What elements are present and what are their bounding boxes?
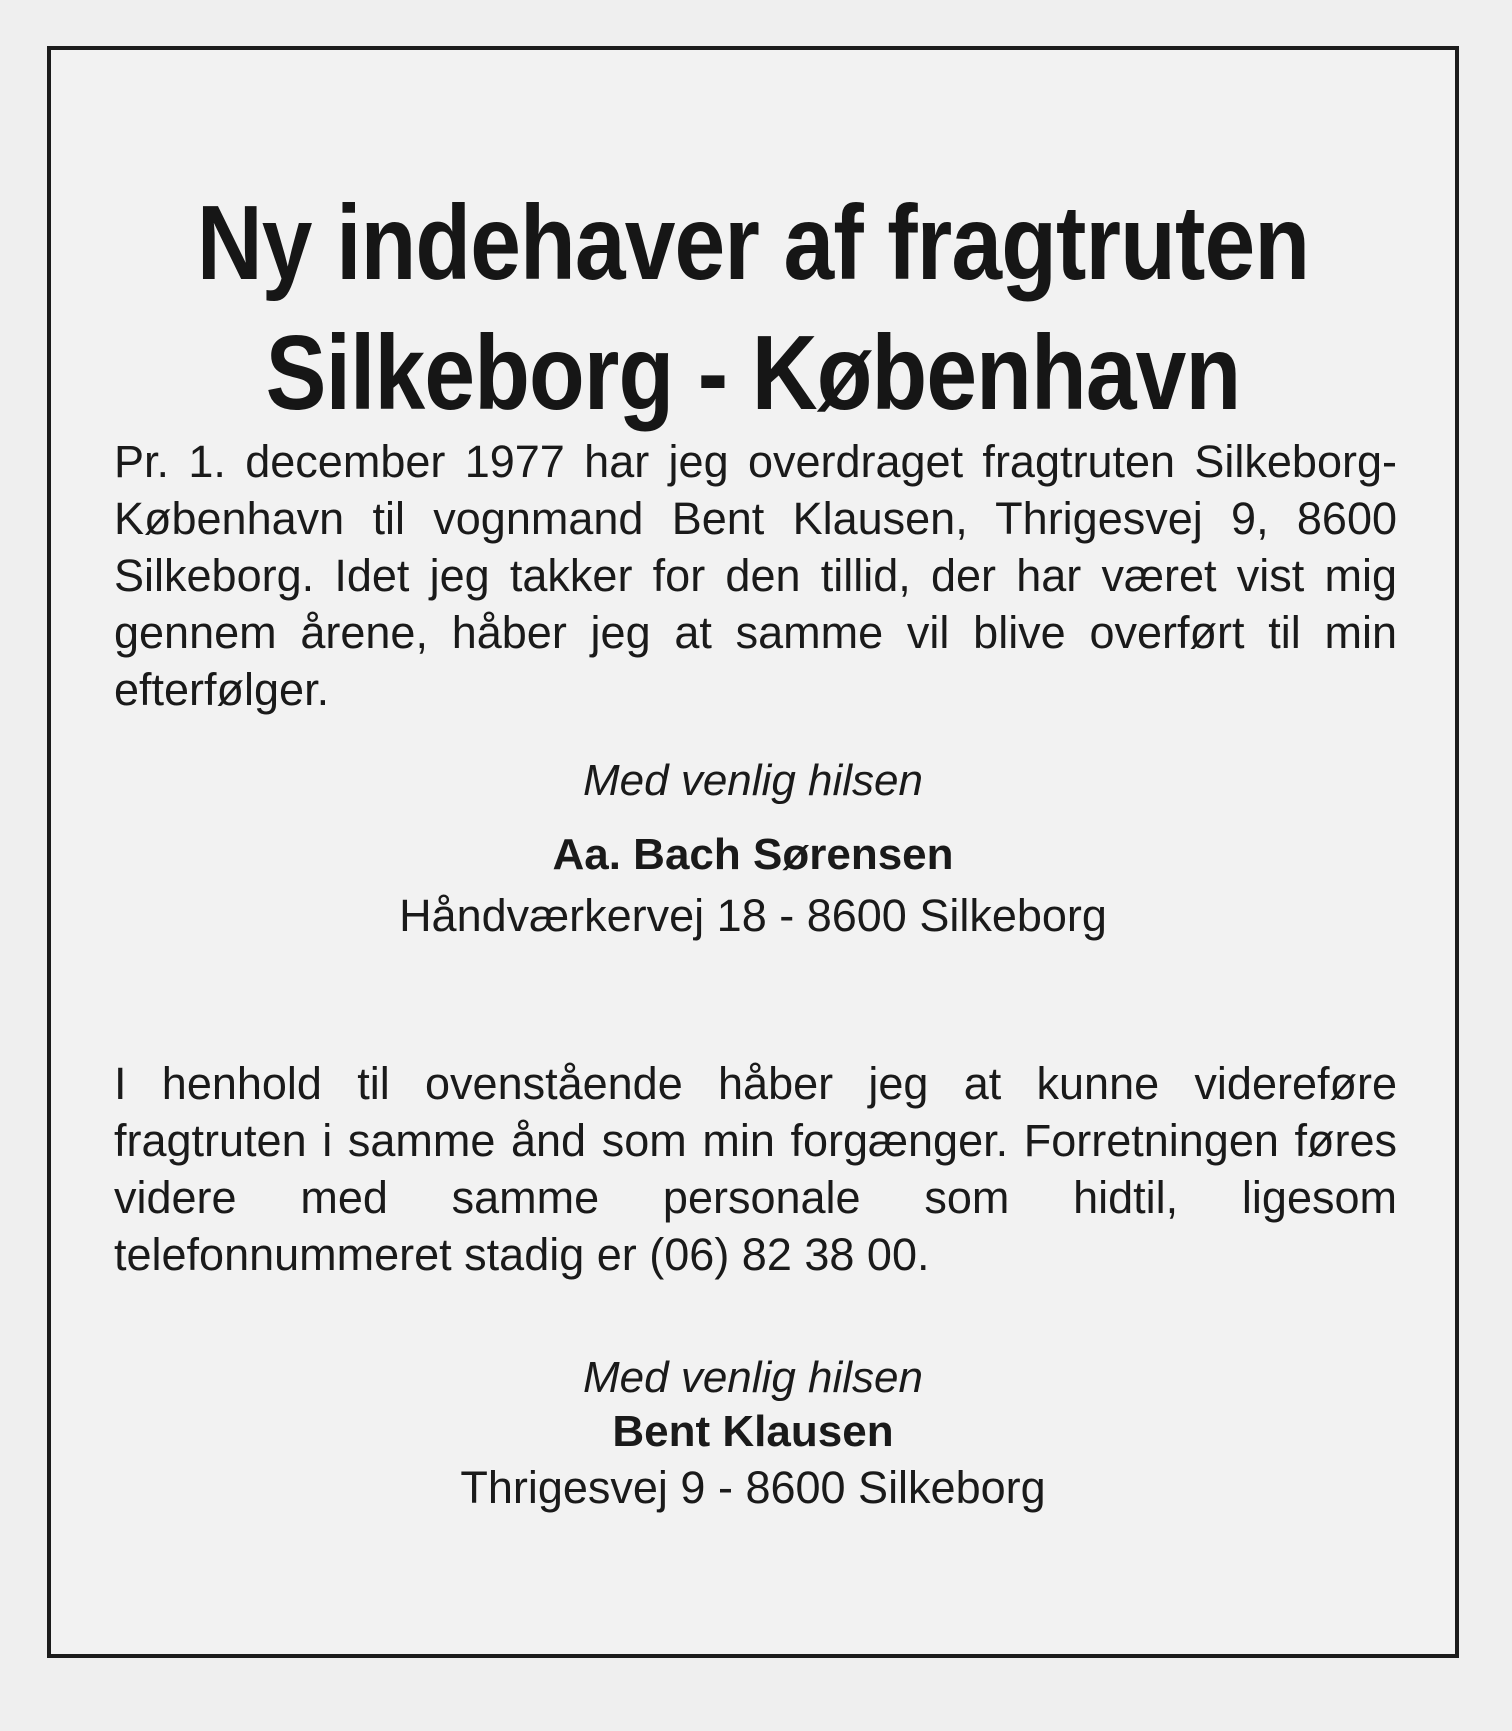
notice-2-signatory-name: Bent Klausen [612, 1407, 894, 1456]
notice-2-body: I henhold til ovenstående håber jeg at kunne videreføre fragtruten i samme ånd som min forgænger. Forretningen føres videre med samme personale som hidtil, ligesom telefonnummeret stadig er (06) 82 38 00. [114, 1058, 1397, 1280]
notice-2-greeting: Med venlig hilsen [583, 1353, 923, 1402]
notice-1-greeting: Med venlig hilsen [583, 756, 923, 805]
notice-2-signatory-address: Thrigesvej 9 - 8600 Silkeborg [460, 1462, 1046, 1513]
notice-1-signatory-name: Aa. Bach Sørensen [552, 830, 954, 879]
notice-1-signatory-address: Håndværkervej 18 - 8600 Silkeborg [399, 890, 1107, 941]
headline-line-2: Silkeborg - København [265, 314, 1241, 432]
notice-1-body: Pr. 1. december 1977 har jeg overdraget fragtruten Silkeborg-København til vognmand Bent Klausen, Thrigesvej 9, 8600 Silkeborg. Idet jeg takker for den tillid, der har været vist mig gennem årene, håber jeg at samme vil blive overført til min efterfølger. [114, 436, 1397, 715]
headline-line-1: Ny indehaver af fragtruten [196, 184, 1310, 302]
advertisement-box [47, 46, 1459, 1658]
headline [149, 178, 1356, 438]
